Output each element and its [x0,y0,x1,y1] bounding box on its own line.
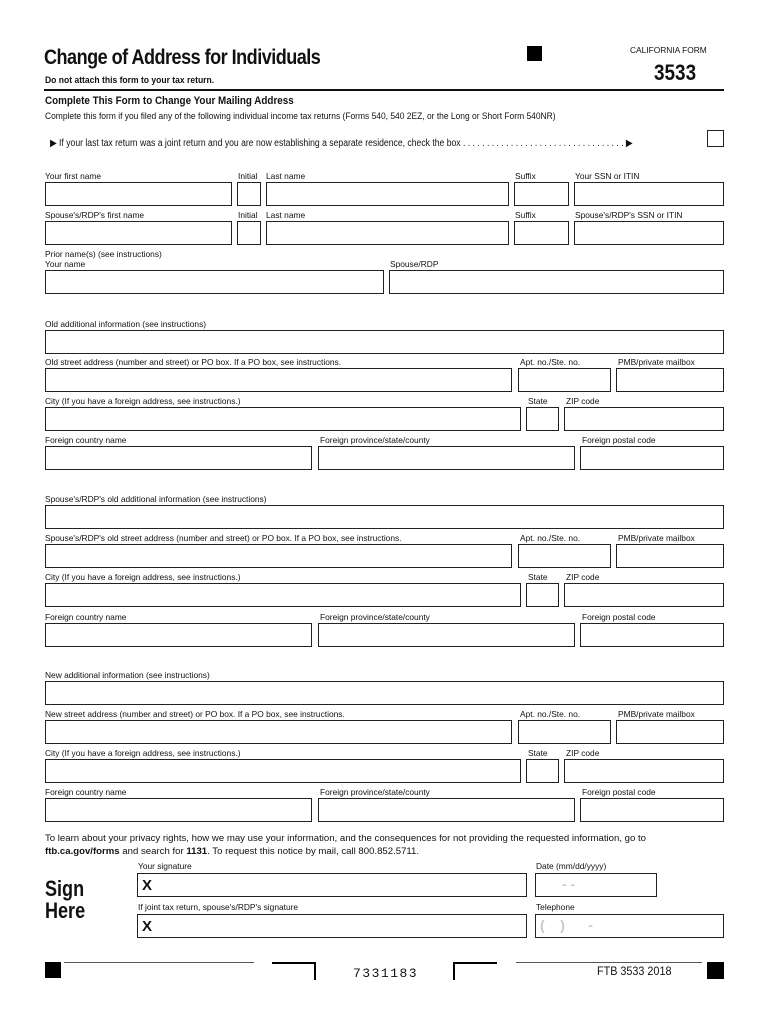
privacy-mid: and search for [119,845,187,857]
form-subtitle: Do not attach this form to your tax return. [45,75,215,86]
footer-rule-left [64,962,254,963]
form-number: 3533 [654,60,697,85]
spouse-old-zip-field[interactable] [564,583,724,607]
old-street-label: Old street address (number and street) or PO box. If a PO box, see instructions. [45,357,342,367]
your-signature-label: Your signature [138,861,192,871]
old-postal-field[interactable] [580,446,724,470]
spouse-old-apt-label: Apt. no./Ste. no. [520,533,581,543]
first-name-label: Your first name [45,171,102,181]
phone-ghost: ( ) - [540,917,593,933]
privacy-tail: . To request this notice by mail, call 800.852.5711. [207,845,420,857]
new-state-field[interactable] [526,759,559,783]
spouse-old-additional-field[interactable] [45,505,724,529]
old-apt-field[interactable] [518,368,611,392]
old-additional-field[interactable] [45,330,724,354]
spouse-old-additional-label: Spouse's/RDP's old additional information (see instructions) [45,494,267,504]
old-country-field[interactable] [45,446,312,470]
old-city-field[interactable] [45,407,521,431]
spouse-old-zip-label: ZIP code [566,572,600,582]
spouse-initial-field[interactable] [237,221,261,245]
spouse-first-name-label: Spouse's/RDP's first name [45,210,145,220]
new-state-label: State [528,748,548,758]
footer-bracket-right [453,962,497,980]
form-title: Change of Address for Individuals [44,46,321,69]
new-street-field[interactable] [45,720,512,744]
spouse-suffix-field[interactable] [514,221,569,245]
spouse-old-pmb-field[interactable] [616,544,724,568]
spouse-old-city-field[interactable] [45,583,521,607]
new-zip-label: ZIP code [566,748,600,758]
initial-label: Initial [238,171,258,181]
suffix-field[interactable] [514,182,569,206]
header-rule [44,89,724,91]
last-name-label: Last name [266,171,306,181]
prior-spouse-label: Spouse/RDP [390,259,439,269]
date-field[interactable] [535,873,657,897]
form-code: FTB 3533 2018 [597,964,672,978]
spouse-old-postal-label: Foreign postal code [582,612,656,622]
telephone-label: Telephone [536,902,575,912]
spouse-ssn-field[interactable] [574,221,724,245]
old-street-field[interactable] [45,368,512,392]
new-city-label: City (If you have a foreign address, see instructions.) [45,748,241,758]
spouse-suffix-label: Suffix [515,210,536,220]
new-postal-field[interactable] [580,798,724,822]
spouse-old-apt-field[interactable] [518,544,611,568]
new-additional-field[interactable] [45,681,724,705]
telephone-field[interactable] [535,914,724,938]
spouse-old-street-field[interactable] [45,544,512,568]
last-name-field[interactable] [266,182,509,206]
privacy-link[interactable]: ftb.ca.gov/forms [45,845,120,857]
old-province-field[interactable] [318,446,575,470]
your-signature-field[interactable] [137,873,527,897]
new-city-field[interactable] [45,759,521,783]
spouse-last-name-label: Last name [266,210,306,220]
signature-x-mark: X [142,877,153,894]
first-name-field[interactable] [45,182,232,206]
spouse-last-name-field[interactable] [266,221,509,245]
old-zip-field[interactable] [564,407,724,431]
old-apt-label: Apt. no./Ste. no. [520,357,581,367]
spouse-old-street-label: Spouse's/RDP's old street address (number and street) or PO box. If a PO box, see instructions. [45,533,402,543]
old-state-label: State [528,396,548,406]
privacy-code: 1131 [186,845,208,857]
old-pmb-field[interactable] [616,368,724,392]
date-ghost: - - [562,876,576,892]
spouse-signature-label: If joint tax return, spouse's/RDP's signature [138,902,299,912]
spouse-old-state-label: State [528,572,548,582]
old-zip-label: ZIP code [566,396,600,406]
spouse-old-country-field[interactable] [45,623,312,647]
old-state-field[interactable] [526,407,559,431]
new-postal-label: Foreign postal code [582,787,656,797]
new-apt-field[interactable] [518,720,611,744]
spouse-ssn-label: Spouse's/RDP's SSN or ITIN [575,210,683,220]
new-street-label: New street address (number and street) or PO box. If a PO box, see instructions. [45,709,345,719]
old-postal-label: Foreign postal code [582,435,656,445]
joint-return-text: ▶ If your last tax return was a joint return and you are now establishing a separate residence, check the box . . . . . . . . . . . . . . . . . . . . . . . . . . . . . . . . . . ▶ [50,138,633,149]
spouse-initial-label: Initial [238,210,258,220]
privacy-line: To learn about your privacy rights, how we may use your information, and the consequences for not providing the requested information, go to [45,833,647,844]
sign-here-text: Sign Here [45,876,86,923]
document-number: 7331183 [353,966,419,981]
spouse-signature-field[interactable] [137,914,527,938]
prior-your-name-field[interactable] [45,270,384,294]
section-heading: Complete This Form to Change Your Mailing Address [45,95,294,107]
ssn-field[interactable] [574,182,724,206]
spouse-old-province-label: Foreign province/state/county [320,612,430,622]
new-province-field[interactable] [318,798,575,822]
spouse-old-postal-field[interactable] [580,623,724,647]
registration-mark-bottom-right [707,962,724,979]
footer-rule-right [516,962,702,963]
new-apt-label: Apt. no./Ste. no. [520,709,581,719]
new-province-label: Foreign province/state/county [320,787,430,797]
initial-field[interactable] [237,182,261,206]
spouse-signature-x-mark: X [142,918,153,935]
old-pmb-label: PMB/private mailbox [618,357,695,367]
footer-bracket-left [272,962,316,980]
spouse-old-state-field[interactable] [526,583,559,607]
section-description: Complete this form if you filed any of the following individual income tax returns (Forms 540, 540 2EZ, or the Long or Short Form 540NR) [45,111,556,122]
new-zip-field[interactable] [564,759,724,783]
new-country-field[interactable] [45,798,312,822]
spouse-first-name-field[interactable] [45,221,232,245]
new-pmb-field[interactable] [616,720,724,744]
new-additional-label: New additional information (see instructions) [45,670,210,680]
spouse-old-city-label: City (If you have a foreign address, see instructions.) [45,572,241,582]
spouse-old-province-field[interactable] [318,623,575,647]
sign-here-label [45,878,94,922]
registration-mark-bottom-left [45,962,61,978]
privacy-notice [45,833,725,858]
new-country-label: Foreign country name [45,787,127,797]
prior-your-name-label: Your name [45,259,86,269]
old-country-label: Foreign country name [45,435,127,445]
old-city-label: City (If you have a foreign address, see instructions.) [45,396,241,406]
date-label: Date (mm/dd/yyyy) [536,861,607,871]
old-province-label: Foreign province/state/county [320,435,430,445]
spouse-old-country-label: Foreign country name [45,612,127,622]
joint-return-checkbox[interactable] [707,130,724,147]
form-label: CALIFORNIA FORM [630,45,707,55]
registration-mark-top [527,46,542,61]
spouse-old-pmb-label: PMB/private mailbox [618,533,695,543]
prior-spouse-name-field[interactable] [389,270,724,294]
new-pmb-label: PMB/private mailbox [618,709,695,719]
prior-names-label: Prior name(s) (see instructions) [45,249,162,259]
suffix-label: Suffix [515,171,536,181]
old-additional-label: Old additional information (see instructions) [45,319,207,329]
ssn-label: Your SSN or ITIN [575,171,640,181]
